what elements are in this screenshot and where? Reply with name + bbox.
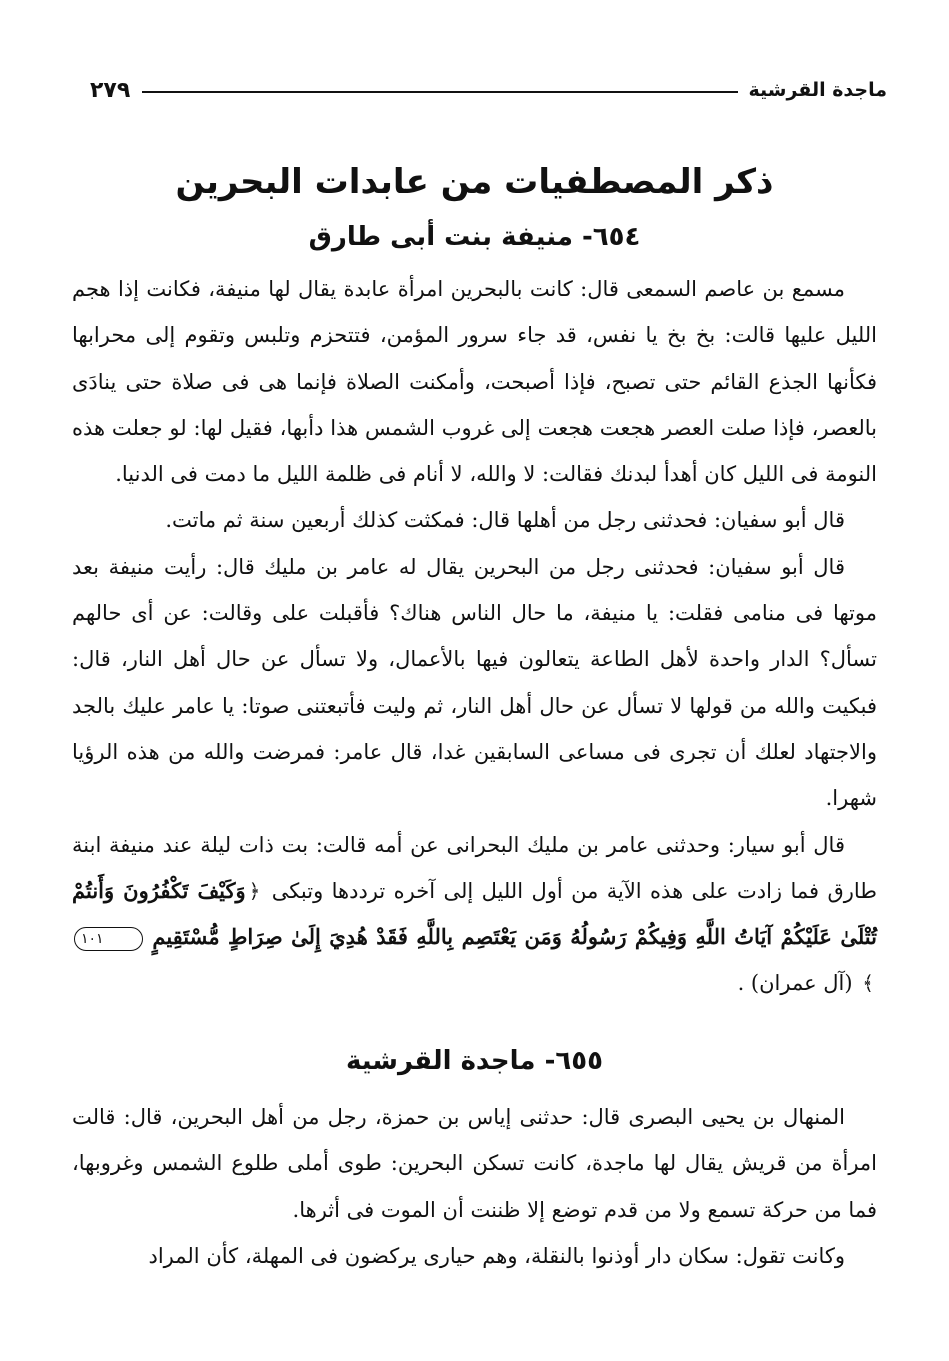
- header-rule: [142, 91, 738, 93]
- running-header: [90, 70, 887, 110]
- paragraph: قال أبو سفيان: فحدثنى رجل من البحرين يقال له عامر بن مليك قال: رأيت منيفة بعد موتها فى منامى فقلت: يا منيفة، ما حال الناس هناك؟ فأقبلت على وقالت: عن أى حالهم تسأل؟ الدار واحدة لأهل الطاعة يتعالون فيها بالأعمال، ولا تسأل عن حال أهل النار، قال: فبكيت والله من قولها لا تسأل عن حال أهل النار، ثم وليت فأتبعتنى صوتا: يا عامر عليك بالجد والاجتهاد لعلك أن تجرى فى مساعى السابقين غدا، قال عامر: فمرضت والله من هذه الرؤيا شهرا.: [72, 554, 877, 811]
- paragraph: قال أبو سفيان: فحدثنى رجل من أهلها قال: فمكثت كذلك أربعين سنة ثم ماتت.: [165, 508, 845, 533]
- quran-bracket-close: ﴾: [862, 971, 874, 996]
- verse-number: ١٠١: [74, 927, 143, 951]
- entry-title-654: ٦٥٤- منيفة بنت أبى طارق: [308, 222, 641, 252]
- entry-654-body: [72, 266, 877, 1007]
- verse-source: (آل عمران) .: [737, 971, 853, 996]
- page-number: ٢٧٩: [90, 77, 131, 103]
- section-title: ذكر المصطفيات من عابدات البحرين: [175, 162, 774, 202]
- quran-bracket-open: ﴿: [248, 878, 261, 903]
- paragraph: مسمع بن عاصم السمعى قال: كانت بالبحرين امرأة عابدة يقال لها منيفة، فكانت إذا هجم الليل عليها قالت: بخ بخ يا نفس، قد جاء سرور المؤمن، فتتحزم وتلبس وتقوم إلى محرابها فكأنها الجذع القائم حتى تصبح، فإذا أصبحت، وأمكنت الصلاة فإنما هى فى صلاة حتى ينادَى بالعصر، فإذا صلت العصر هجعت هجعت إلى غروب الشمس هذا دأبها، فقيل لها: لو جعلت هذه النومة فى الليل كان أهدأ لبدنك فقالت: لا والله، لا أنام فى ظلمة الليل ما دمت فى الدنيا.: [72, 277, 877, 487]
- paragraph: وكانت تقول: سكان دار أوذنوا بالنقلة، وهم حيارى يركضون فى المهلة، كأن المراد: [148, 1243, 845, 1268]
- entry-655-body: [72, 1094, 877, 1279]
- paragraph-with-verse: [72, 822, 877, 1007]
- paragraph: المنهال بن يحيى البصرى قال: حدثنى إياس بن حمزة، رجل من أهل البحرين، قال: قالت امرأة من قريش يقال لها ماجدة، كانت تسكن البحرين: طوى أملى طلوع الشمس وغروبها، فما من حركة تسمع ولا من قدم توضع إلا ظننت أن الموت فى أثرها.: [72, 1105, 877, 1222]
- paragraph-intro: قال أبو سيار: وحدثنى عامر بن مليك البحرانى عن أمه قالت: بت ذات ليلة عند منيفة ابنة طارق فما زادت على هذه الآية من أول الليل إلى آخره ترددها وتبكى: [72, 832, 877, 903]
- quran-verse: وَكَيْفَ تَكْفُرُونَ وَأَنتُمْ تُتْلَىٰ عَلَيْكُمْ آيَاتُ اللَّهِ وَفِيكُمْ رَسُولُهُ وَمَن يَعْتَصِم بِاللَّهِ فَقَدْ هُدِيَ إِلَىٰ صِرَاطٍ مُّسْتَقِيمٍ: [72, 877, 877, 950]
- entry-title-655: ٦٥٥- ماجدة القرشية: [346, 1046, 603, 1076]
- running-title: ماجدة القرشية: [748, 79, 887, 101]
